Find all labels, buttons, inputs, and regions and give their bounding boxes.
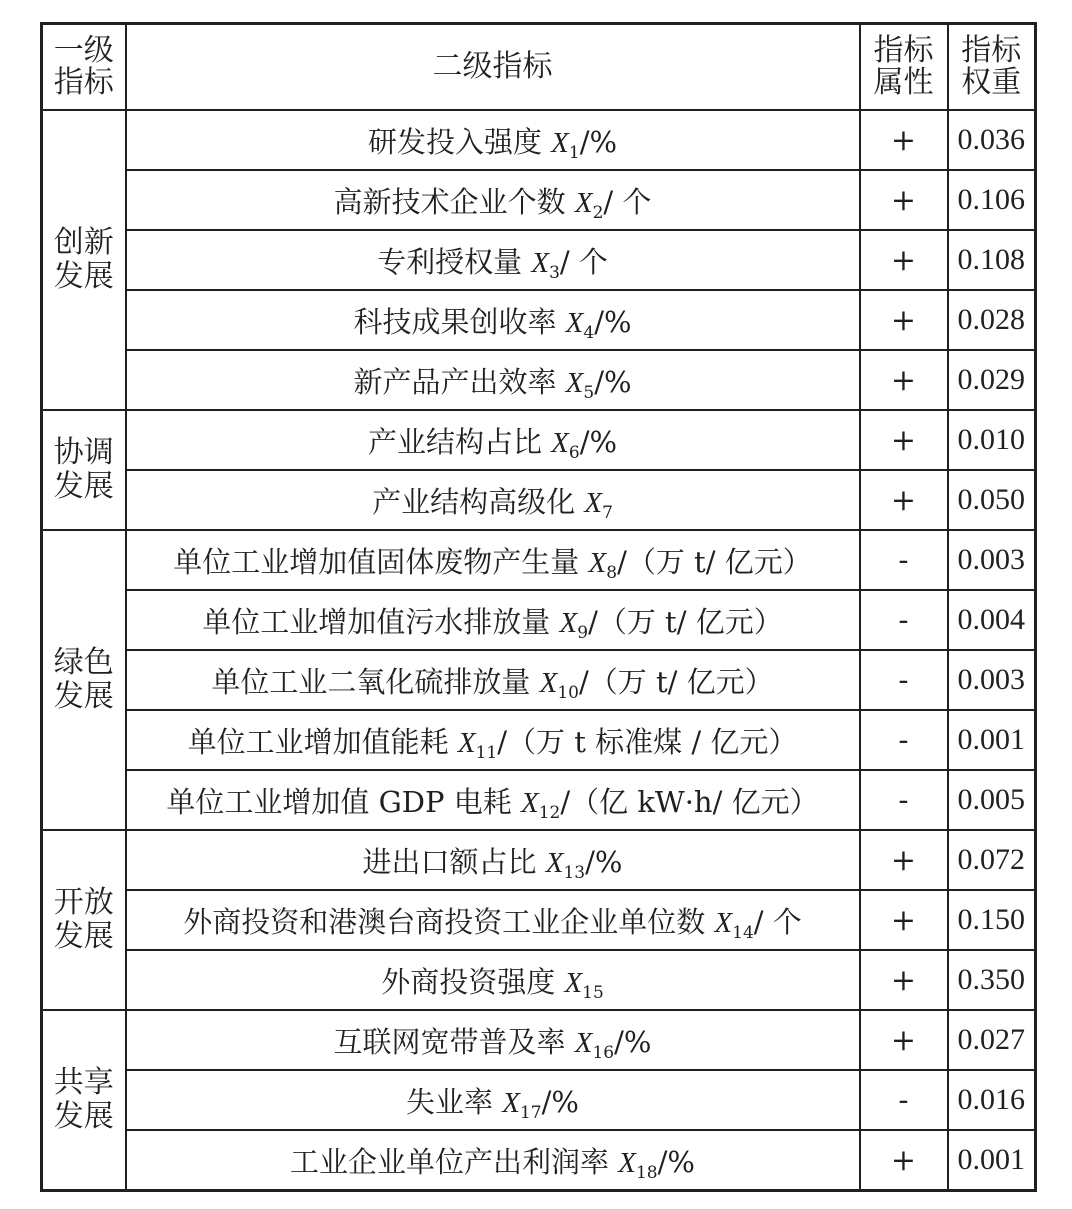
indicator-weight: 0.004: [948, 590, 1036, 650]
indicator-variable: X: [551, 126, 569, 159]
indicator-unit: /（万 t/ 亿元）: [617, 544, 812, 579]
table-body: [42, 110, 1036, 1191]
indicator-subscript: 16: [592, 1042, 615, 1063]
indicator-weight: 0.005: [948, 770, 1036, 830]
level2-indicator: [126, 290, 860, 350]
indicator-variable: X: [539, 666, 558, 699]
indicator-variable: X: [574, 1026, 593, 1059]
indicator-subscript: 9: [577, 622, 589, 643]
header-attribute: 指标 属性: [860, 24, 948, 111]
level2-indicator: [126, 530, 860, 590]
level2-indicator: [126, 470, 860, 530]
indicator-unit: / 个: [603, 184, 652, 219]
indicator-weight: 0.029: [948, 350, 1036, 410]
level1-indicator: [42, 110, 126, 410]
level2-indicator: [126, 650, 860, 710]
indicator-subscript: 12: [538, 802, 561, 823]
indicator-weight: 0.072: [948, 830, 1036, 890]
table-row: [42, 830, 1036, 890]
level1-label: 发展: [53, 919, 114, 954]
indicator-variable: X: [618, 1146, 636, 1179]
indicator-variable: X: [714, 906, 733, 939]
indicator-subscript: 17: [519, 1102, 542, 1123]
level1-label: 共享: [53, 1065, 114, 1100]
indicator-attribute: +: [860, 290, 948, 350]
indicator-variable: X: [564, 966, 583, 999]
indicator-weight: 0.001: [948, 1130, 1036, 1191]
indicator-attribute: +: [860, 350, 948, 410]
indicator-name: 外商投资和港澳台商投资工业企业单位数: [183, 904, 706, 939]
indicator-weight: 0.028: [948, 290, 1036, 350]
indicator-attribute: -: [860, 650, 948, 710]
level2-indicator: [126, 770, 860, 830]
level2-indicator: [126, 1070, 860, 1130]
indicator-name: 单位工业增加值能耗: [187, 724, 449, 759]
indicator-weight: 0.003: [948, 650, 1036, 710]
indicator-variable: X: [584, 486, 603, 519]
table-row: [42, 230, 1036, 290]
table-row: [42, 110, 1036, 170]
indicator-name: 互联网宽带普及率: [333, 1024, 566, 1059]
indicator-name: 产业结构占比: [367, 424, 542, 459]
table-row: [42, 1070, 1036, 1130]
level2-indicator: [126, 590, 860, 650]
indicator-subscript: 14: [732, 922, 754, 943]
indicator-subscript: 13: [563, 862, 586, 883]
indicator-variable: X: [531, 246, 550, 279]
indicator-name: 产业结构高级化: [372, 484, 576, 519]
table-row: [42, 890, 1036, 950]
indicator-name: 失业率: [406, 1084, 494, 1119]
indicator-name: 高新技术企业个数: [333, 184, 566, 219]
header-level1: 一级 指标: [42, 24, 126, 111]
indicator-weight: 0.106: [948, 170, 1036, 230]
level1-label: 协调: [53, 435, 114, 470]
indicator-unit: /%: [594, 364, 632, 399]
indicator-weight: 0.016: [948, 1070, 1036, 1130]
indicator-subscript: 6: [568, 442, 580, 463]
table-row: [42, 770, 1036, 830]
indicator-unit: /（亿 kW·h/ 亿元）: [560, 784, 819, 819]
indicator-weight: 0.108: [948, 230, 1036, 290]
table-row: [42, 470, 1036, 530]
indicator-subscript: 4: [583, 322, 595, 343]
indicator-subscript: 8: [606, 562, 618, 583]
level1-indicator: [42, 830, 126, 1010]
indicator-weight: 0.036: [948, 110, 1036, 170]
indicator-variable: X: [551, 426, 569, 459]
table-row: [42, 590, 1036, 650]
indicator-weight: 0.003: [948, 530, 1036, 590]
indicator-unit: /%: [594, 304, 632, 339]
indicator-name: 单位工业增加值污水排放量: [202, 604, 551, 639]
level1-label: 发展: [53, 259, 114, 294]
indicator-weight: 0.010: [948, 410, 1036, 470]
indicator-variable: X: [565, 306, 584, 339]
table-row: [42, 950, 1036, 1010]
indicator-name: 单位工业二氧化硫排放量: [211, 664, 531, 699]
indicator-unit: /%: [579, 124, 618, 159]
indicator-unit: / 个: [559, 244, 608, 279]
indicator-attribute: +: [860, 950, 948, 1010]
indicator-weight: 0.350: [948, 950, 1036, 1010]
indicator-unit: /（万 t/ 亿元）: [588, 604, 783, 639]
indicator-name: 单位工业增加值固体废物产生量: [173, 544, 580, 579]
level1-label: 发展: [53, 679, 114, 714]
indicator-subscript: 7: [602, 502, 613, 523]
indicator-attribute: +: [860, 890, 948, 950]
indicator-subscript: 15: [582, 982, 604, 1003]
table-row: [42, 410, 1036, 470]
indicator-unit: /%: [585, 844, 623, 879]
indicator-subscript: 5: [583, 382, 595, 403]
indicator-attribute: +: [860, 1130, 948, 1191]
level1-indicator: [42, 530, 126, 830]
indicator-name: 工业企业单位产出利润率: [290, 1144, 610, 1179]
level2-indicator: [126, 1130, 860, 1191]
header-level2: 二级指标: [126, 24, 860, 111]
header-row: [42, 24, 1036, 111]
table-row: [42, 1010, 1036, 1070]
indicator-subscript: 1: [568, 142, 580, 163]
indicator-name: 专利授权量: [377, 244, 523, 279]
indicator-variable: X: [565, 366, 584, 399]
indicator-unit: /%: [579, 424, 618, 459]
indicator-name: 外商投资强度: [381, 964, 556, 999]
level2-indicator: [126, 890, 860, 950]
level2-indicator: [126, 830, 860, 890]
indicator-attribute: -: [860, 770, 948, 830]
level1-indicator: [42, 1010, 126, 1191]
level2-indicator: [126, 410, 860, 470]
indicator-weight: 0.027: [948, 1010, 1036, 1070]
indicator-attribute: +: [860, 170, 948, 230]
indicator-unit: /（万 t/ 亿元）: [578, 664, 774, 699]
level2-indicator: [126, 230, 860, 290]
level1-label: 创新: [53, 225, 114, 260]
table-row: [42, 530, 1036, 590]
indicator-attribute: -: [860, 590, 948, 650]
indicator-attribute: -: [860, 1070, 948, 1130]
indicator-unit: /%: [541, 1084, 579, 1119]
indicator-attribute: +: [860, 410, 948, 470]
level2-indicator: [126, 110, 860, 170]
level1-label: 发展: [53, 469, 114, 504]
indicator-subscript: 2: [592, 202, 604, 223]
indicator-attribute: +: [860, 1010, 948, 1070]
indicator-name: 单位工业增加值 GDP 电耗: [166, 784, 512, 819]
indicator-name: 科技成果创收率: [353, 304, 557, 339]
indicator-variable: X: [588, 546, 607, 579]
indicator-variable: X: [574, 186, 593, 219]
level2-indicator: [126, 710, 860, 770]
indicator-variable: X: [457, 726, 476, 759]
level1-label: 发展: [53, 1099, 114, 1134]
table-row: [42, 710, 1036, 770]
indicator-subscript: 10: [557, 682, 579, 703]
indicator-unit: /（万 t 标准煤 / 亿元）: [497, 724, 798, 759]
indicator-variable: X: [559, 606, 578, 639]
indicator-unit: /%: [614, 1024, 652, 1059]
level1-label: 绿色: [53, 645, 114, 680]
indicator-subscript: 3: [549, 262, 560, 283]
level2-indicator: [126, 1010, 860, 1070]
indicator-name: 进出口额占比: [362, 844, 537, 879]
table-row: [42, 650, 1036, 710]
level1-label: 开放: [53, 885, 114, 920]
indicator-name: 新产品产出效率: [353, 364, 557, 399]
level1-indicator: [42, 410, 126, 530]
indicator-variable: X: [520, 786, 539, 819]
indicator-attribute: +: [860, 830, 948, 890]
indicator-subscript: 11: [475, 742, 498, 763]
indicator-subscript: 18: [635, 1162, 658, 1183]
indicator-weight: 0.150: [948, 890, 1036, 950]
indicator-variable: X: [545, 846, 564, 879]
indicator-name: 研发投入强度: [367, 124, 542, 159]
indicator-attribute: +: [860, 230, 948, 290]
level2-indicator: [126, 170, 860, 230]
table-row: [42, 290, 1036, 350]
header-weight: 指标 权重: [948, 24, 1036, 111]
indicator-weight: 0.050: [948, 470, 1036, 530]
indicator-weight: 0.001: [948, 710, 1036, 770]
table-row: [42, 350, 1036, 410]
indicator-attribute: -: [860, 530, 948, 590]
indicator-unit: / 个: [753, 904, 802, 939]
table-row: [42, 1130, 1036, 1191]
indicator-attribute: -: [860, 710, 948, 770]
level2-indicator: [126, 950, 860, 1010]
table-row: [42, 170, 1036, 230]
indicator-attribute: +: [860, 470, 948, 530]
level2-indicator: [126, 350, 860, 410]
indicator-variable: X: [502, 1086, 520, 1119]
indicator-table: [40, 22, 1037, 1192]
indicator-unit: /%: [657, 1144, 695, 1179]
indicator-attribute: +: [860, 110, 948, 170]
